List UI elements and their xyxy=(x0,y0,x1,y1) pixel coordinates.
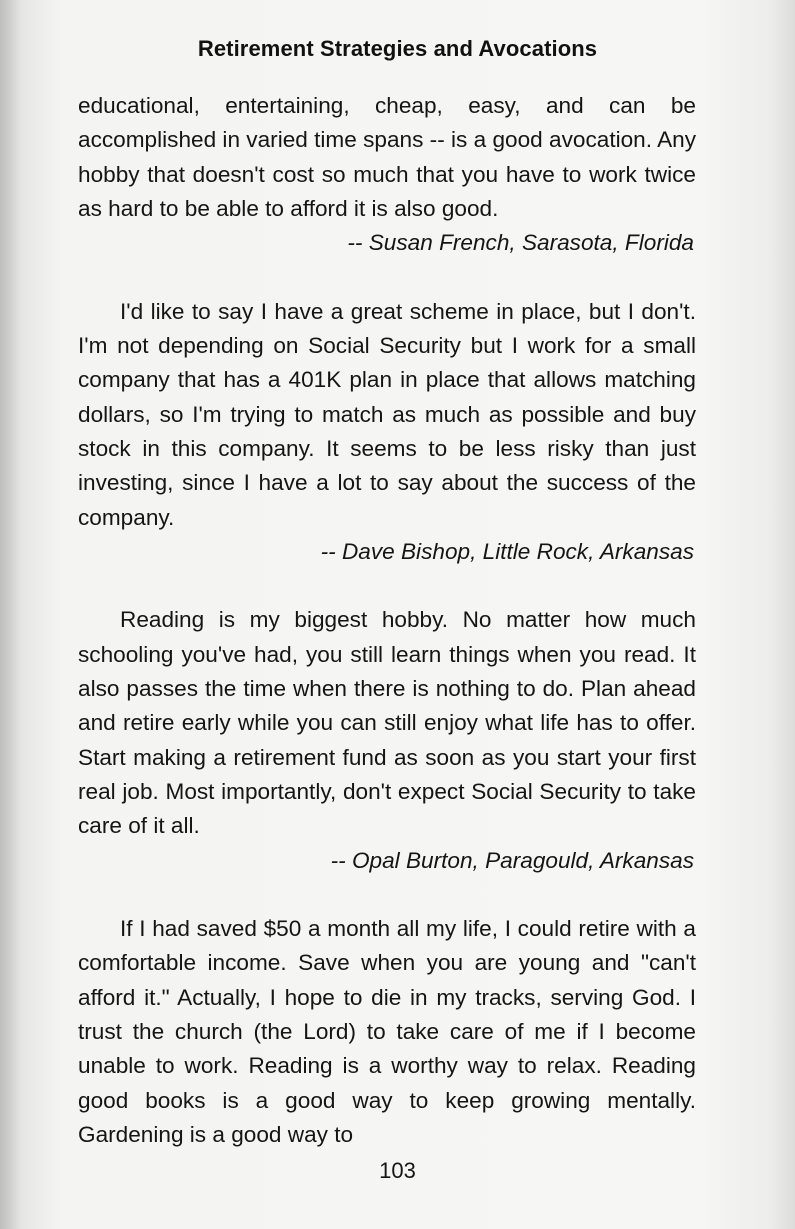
paragraph-savings: If I had saved $50 a month all my life, I could retire with a comfortable income. Save when you are young and "can't afford it." Actually, I hope to die in my tracks, serving God. I trust the church (the Lord) to take care of me if I become unable to work. Reading is a worthy way to relax. Reading good books is a good way to keep growing mentally. Gardening is a good way to xyxy=(78,916,696,1147)
paragraph-gap xyxy=(78,260,696,294)
paragraph-dave-bishop: I'd like to say I have a great scheme in place, but I don't. I'm not depending on Social Security but I work for a small company that has a 401K plan in place that allows matching dollars, so I'm trying to match as much as possible and buy stock in this company. It seems to be less risky than just investing, since I have a lot to say about the success of the company. xyxy=(78,298,696,530)
paragraph-opal-burton: Reading is my biggest hobby. No matter how much schooling you've had, you still learn things when you read. It also passes the time when there is nothing to do. Plan ahead and retire early while you can still enjoy what life has to offer. Start making a retirement fund as soon as you start your first real job. Most importantly, don't expect Social Security to take care of it all. xyxy=(78,607,696,839)
attribution-dave-bishop: -- Dave Bishop, Little Rock, Arkansas xyxy=(320,538,694,564)
paragraph-gap xyxy=(78,569,696,603)
paragraph-gap xyxy=(78,878,696,912)
running-header: Retirement Strategies and Avocations xyxy=(197,36,598,61)
attribution-opal-burton: -- Opal Burton, Paragould, Arkansas xyxy=(330,847,694,873)
page-body xyxy=(78,89,696,1152)
paragraph-continued: educational, entertaining, cheap, easy, and can be accomplished in varied time spans -- is a good avocation. Any hobby that doesn't cost so much that you have to work twice as hard to be able to afford it is also good. xyxy=(78,93,696,221)
attribution-susan-french: -- Susan French, Sarasota, Florida xyxy=(347,230,694,256)
page-number: 103 xyxy=(379,1158,416,1183)
